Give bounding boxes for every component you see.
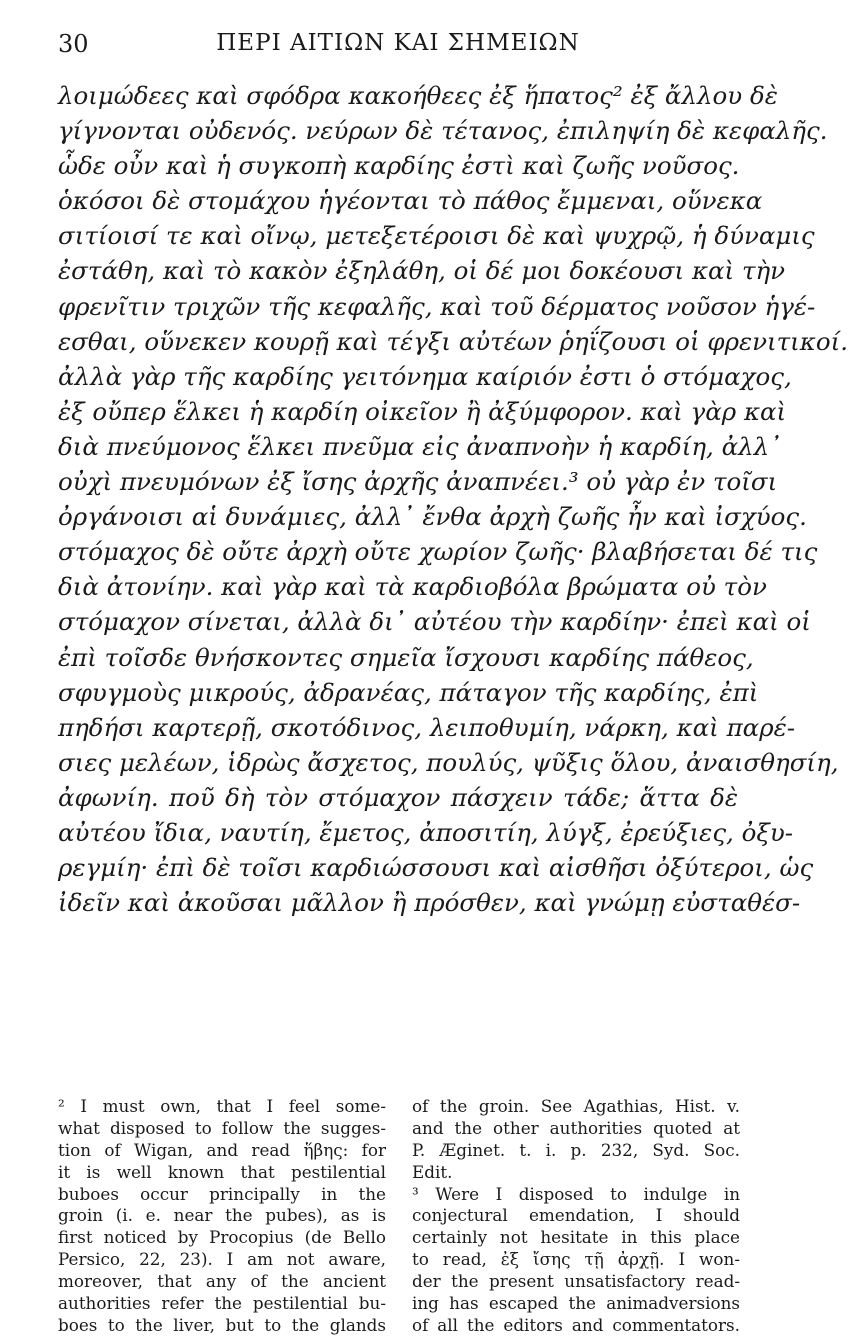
footnote-line: it is well known that pestilential xyxy=(58,1161,386,1182)
text-line: αὐτέου ἴδια, ναυτίη, ἔμετος, ἀποσιτίη, λύγξ, ἐρεύξιες, ὀξυ- xyxy=(58,817,794,847)
text-line: διὰ ἀτονίην. καὶ γὰρ καὶ τὰ καρδιοβόλα βρώματα οὐ τὸν xyxy=(58,572,767,602)
footnote-line: P. Æginet. t. i. p. 232, Syd. Soc. xyxy=(412,1139,740,1160)
page-header xyxy=(58,30,738,60)
text-line: στόμαχος δὲ οὔτε ἀρχὴ οὔτε χωρίον ζωῆς· βλαβήσεται δέ τις xyxy=(58,537,818,567)
text-line: ἐστάθη, καὶ τὸ κακὸν ἐξηλάθη, οἱ δέ μοι δοκέουσι καὶ τὴν xyxy=(58,256,786,286)
footnote-line: conjectural emendation, I should xyxy=(412,1205,740,1226)
text-line: ἰδεῖν καὶ ἀκοῦσαι μᾶλλον ἢ πρόσθεν, καὶ γνώμῃ εὐσταθέσ- xyxy=(58,888,801,918)
text-line: φρενῖτιν τριχῶν τῆς κεφαλῆς, καὶ τοῦ δέρματος νοῦσον ἡγέ- xyxy=(58,291,816,321)
footnote-line: ing has escaped the animadversions xyxy=(412,1293,740,1314)
running-head: ΠΕΡΙ ΑΙΤΙΩΝ ΚΑΙ ΣΗΜΕΙΩΝ xyxy=(216,30,580,56)
footnote-line: Edit. xyxy=(412,1161,453,1182)
footnote-column-left xyxy=(58,1096,386,1337)
footnote-column-right xyxy=(412,1096,740,1337)
footnote-line: moreover, that any of the ancient xyxy=(58,1271,386,1292)
footnote-line: authorities refer the pestilential bu- xyxy=(58,1293,386,1314)
footnote-line: tion of Wigan, and read ἥβης: for xyxy=(58,1139,386,1160)
greek-body-text xyxy=(58,78,848,920)
footnote-line: groin (i. e. near the pubes), as is xyxy=(58,1205,386,1226)
footnote-line: to read, ἐξ ἴσης τῇ ἀρχῇ. I won- xyxy=(412,1249,740,1270)
text-line: ρεγμίη· ἐπὶ δὲ τοῖσι καρδιώσσουσι καὶ αἰσθῆσι ὀξύτεροι, ὡς xyxy=(58,853,814,883)
text-line: εσθαι, οὕνεκεν κουρῇ καὶ τέγξι αὐτέων ῥηΐζουσι οἱ φρενιτικοί. xyxy=(58,326,848,356)
footnote-line: and the other authorities quoted at xyxy=(412,1117,740,1138)
page-number: 30 xyxy=(58,30,89,58)
text-line: σιες μελέων, ἱδρὼς ἄσχετος, πουλύς, ψῦξις ὅλου, ἀναισθησίη, xyxy=(58,747,839,777)
text-line: σφυγμοὺς μικρούς, ἀδρανέας, πάταγον τῆς καρδίης, ἐπὶ xyxy=(58,677,759,707)
footnote-line: of all the editors and commentators. xyxy=(412,1314,740,1335)
text-line: γίγνονται οὐδενός. νεύρων δὲ τέτανος, ἐπιληψίη δὲ κεφαλῆς. xyxy=(58,116,828,146)
text-line: ὧδε οὖν καὶ ἡ συγκοπὴ καρδίης ἐστὶ καὶ ζωῆς νοῦσος. xyxy=(58,151,740,181)
text-line: λοιμώδεες καὶ σφόδρα κακοήθεες ἐξ ἥπατος² ἐξ ἄλλου δὲ xyxy=(58,81,778,110)
text-line: οὐχὶ πνευμόνων ἐξ ἴσης ἀρχῆς ἀναπνέει.³ οὐ γὰρ ἐν τοῖσι xyxy=(58,467,778,497)
footnote-line: certainly not hesitate in this place xyxy=(412,1227,740,1248)
text-line: ἐξ οὔπερ ἕλκει ἡ καρδίη οἰκεῖον ἢ ἀξύμφορον. καὶ γὰρ καὶ xyxy=(58,396,787,426)
text-line: ἀφωνίη. ποῦ δὴ τὸν στόμαχον πάσχειν τάδε; ἅττα δὲ xyxy=(58,782,738,812)
footnote-line: Persico, 22, 23). I am not aware, xyxy=(58,1249,386,1270)
text-line: ἀλλὰ γὰρ τῆς καρδίης γειτόνημα καίριόν ἐστι ὁ στόμαχος, xyxy=(58,361,792,391)
footnote-line: what disposed to follow the sugges- xyxy=(58,1117,386,1138)
text-line: πηδήσι καρτερῇ, σκοτόδινος, λειποθυμίη, νάρκη, καὶ παρέ- xyxy=(58,712,796,742)
text-line: ἐπὶ τοῖσδε θνήσκοντες σημεῖα ἴσχουσι καρδίης πάθεος, xyxy=(58,642,754,672)
footnote-line: boes to the liver, but to the glands xyxy=(58,1314,386,1335)
text-line: ὁκόσοι δὲ στομάχου ἡγέονται τὸ πάθος ἔμμεναι, οὕνεκα xyxy=(58,186,763,216)
text-line: σιτίοισί τε καὶ οἴνῳ, μετεξετέροισι δὲ καὶ ψυχρῷ, ἡ δύναμις xyxy=(58,221,815,251)
footnote-line: ³ Were I disposed to indulge in xyxy=(412,1183,740,1204)
footnote-line: ² I must own, that I feel some- xyxy=(58,1096,386,1116)
text-line: διὰ πνεύμονος ἕλκει πνεῦμα εἰς ἀναπνοὴν ἡ καρδίη, ἀλλ᾽ xyxy=(58,431,782,461)
footnote-line: der the present unsatisfactory read- xyxy=(412,1271,740,1292)
text-line: στόμαχον σίνεται, ἀλλὰ δι᾽ αὐτέου τὴν καρδίην· ἐπεὶ καὶ οἱ xyxy=(58,607,811,637)
footnote-line: first noticed by Procopius (de Bello xyxy=(58,1227,386,1248)
footnote-line: buboes occur principally in the xyxy=(58,1183,386,1204)
footnotes xyxy=(58,1096,740,1337)
text-line: ὀργάνοισι αἱ δυνάμιες, ἀλλ᾽ ἔνθα ἀρχὴ ζωῆς ἦν καὶ ἰσχύος. xyxy=(58,502,807,532)
footnote-line: of the groin. See Agathias, Hist. v. xyxy=(412,1096,740,1116)
